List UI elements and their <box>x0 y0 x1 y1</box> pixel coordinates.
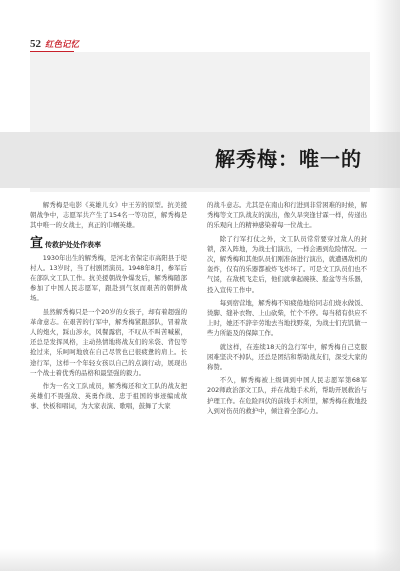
body-paragraph: 除了行军打仗之外，文工队员常常要穿过敌人的封锁，深入阵地，为战士们演出，一样会遇到危险情况。一次，解秀梅和其他队员们刚准备进行演出，就遭遇敌机的轰炸，仅有的乐器都被炸飞炸坏了。可是文工队员们也不气馁，在敌机飞走后，他们就拿起碗筷、脸盆等当乐器，投入宣传工作中。 <box>207 234 367 294</box>
left-column <box>30 200 187 415</box>
body-paragraph: 1930年出生的解秀梅，是河北省保定市高阳县于堤村人。13岁时，当了村剧团演员。1948年8月，参军后在部队文工队工作。抗美援朝战争爆发后，解秀梅随部参加了中国人民志愿军，跟赴到气氛而艰苦的朝鲜战场。 <box>30 253 187 303</box>
subheading-text: 传救护处处作表率 <box>45 240 102 249</box>
body-paragraph: 每到宿营地，解秀梅不知疲倦地给同志们烧水做饭、烫脚、缝补衣物、上山砍柴，忙个不停。每当稍有供应不上时，她还不辞辛劳地去当地找野菜，为战士们充饥做一些力所能及的保障工作。 <box>207 298 367 338</box>
intro-paragraph: 解秀梅是电影《英雄儿女》中王芳的原型。抗美援朝战争中，志愿军共产生了154名一等功臣，解秀梅是其中唯一的女战士，真正的巾帼英雄。 <box>30 201 187 230</box>
body-paragraph: 作为一名文工队成员，解秀梅还和文工队的战友把英雄们不畏强敌、英勇作战、忠于祖国的事迹编成故事、快板和唱词，为大家表演、歌唱，鼓舞了大家 <box>30 382 187 411</box>
body-paragraph: 的战斗意志。尤其是在南山和行进到非常困难的时候，解秀梅等文工队战友的演出，像久旱突逢甘霖一样，传递出的乐观向上的精神感染着每一位战士。 <box>207 201 367 230</box>
header-rule <box>30 51 74 52</box>
body-paragraph: 虽然解秀梅只是一个20岁的女孩子，却有着超强的革命意志。在艰苦的行军中，解秀梅紧跟部队，冒着敌人的炮火，踩山涉水，风餐露宿，不叹从不叫苦喊累，还总是发挥风格，主动热情地将战友们的米袋、背包等抢过来，乐呵呵地放在自己尽管也已很疲惫的肩上。长途行军，这样一个年轻女孩以自己的点滴行动，展现出一个战士着优秀的品格和最坚强的毅力。 <box>30 307 187 377</box>
section-name: 红色记忆 <box>45 40 80 50</box>
page-number: 52 <box>30 38 41 50</box>
body-paragraph: 就这样，在连续18天的急行军中，解秀梅自己克服困难坚决不掉队，还总是团结和帮助战友们，深受大家的称赞。 <box>207 342 367 372</box>
right-column <box>207 200 367 419</box>
subheading-initial: 宣 <box>30 235 44 251</box>
article-headline: 解秀梅：唯一的 <box>215 147 362 171</box>
body-paragraph: 不久，解秀梅被上级调到中国人民志愿军第68军202师政治部文工队，并在战地手术所，帮助开展救治与护理工作。在危险四伏的前线手术所里，解秀梅在救地投入到对伤员的救护中，倾注着全部心力。 <box>207 376 367 415</box>
page-header <box>30 38 79 50</box>
bottom-fade <box>0 549 400 571</box>
subheading <box>30 237 187 250</box>
binding-shadow <box>374 0 400 571</box>
